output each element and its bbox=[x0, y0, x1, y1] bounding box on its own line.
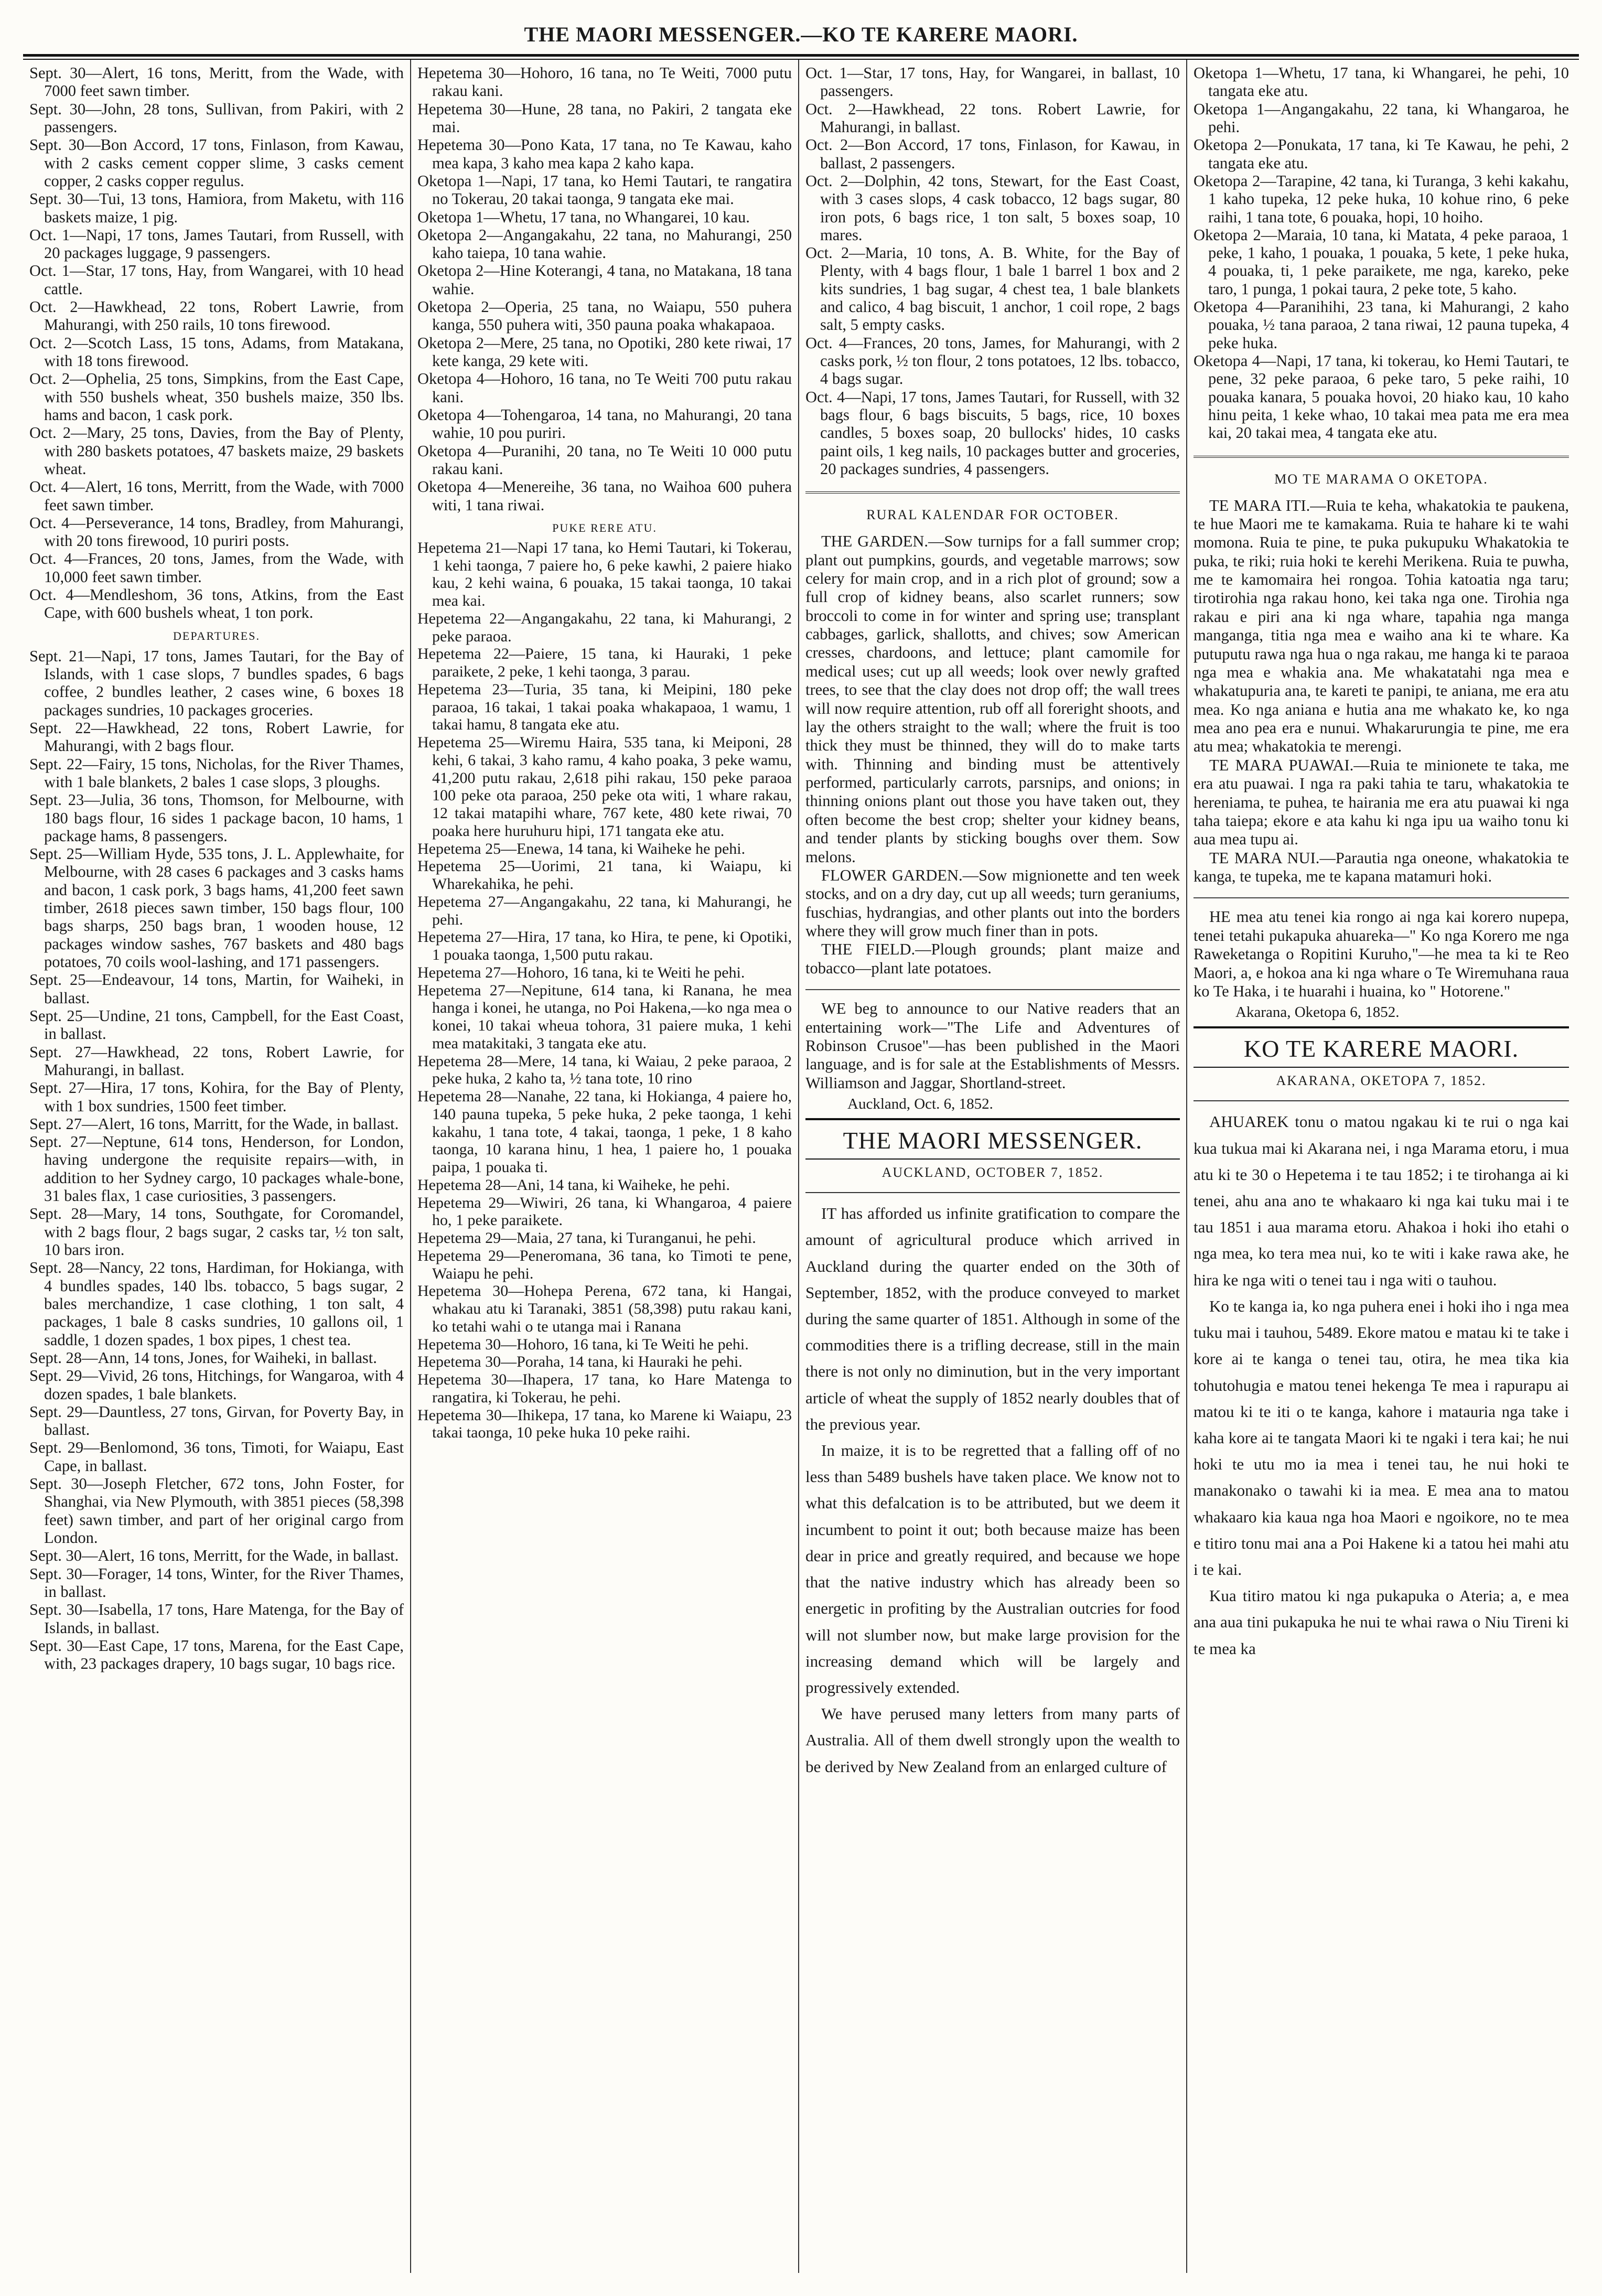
editorial-paragraph: In maize, it is to be regretted that a falling off of no less than 5489 bushels have taken place. We know not to what this defalcation is to be attributed, but we deem it incumbent to point it out; both because maize has been dear in price and greatly required, and because we hope that the native industry which has already been so energetic in profiting by the Australian outcries for food will not slumber now, but make large provision for the increasing demand which will be largely and progressively extended. bbox=[805, 1441, 1180, 1697]
shipping-entry: Oketopa 4—Hohoro, 16 tana, no Te Weiti 700 putu rakau kani. bbox=[417, 370, 792, 406]
shipping-entry: Sept. 25—Undine, 21 tons, Campbell, for the East Coast, in ballast. bbox=[29, 1006, 404, 1043]
shipping-entry: Oketopa 4—Tohengaroa, 14 tana, no Mahurangi, 20 tana wahie, 10 pou puriri. bbox=[417, 405, 792, 442]
shipping-entry: Oct. 4—Perseverance, 14 tons, Bradley, from Mahurangi, with 20 tons firewood, 10 puriri posts. bbox=[29, 513, 404, 550]
masthead-english: THE MAORI MESSENGER. bbox=[805, 1118, 1180, 1160]
marama-body bbox=[1194, 497, 1569, 886]
marama-paragraph: TE MARA PUAWAI.—Ruia te minionete te taka, me era atu puawai. I nga ra paki tahia te taru, whakatokia te hereniama, te puhea, te hairania me era atu puawai ki nga taha taiepa; ekore e ata kahu ki nga ipu ua waiho tonu ki aua mea tupu ai. bbox=[1194, 756, 1569, 849]
shipping-entry: Hepetema 25—Uorimi, 21 tana, ki Waiapu, ki Wharekahika, he pehi. bbox=[417, 857, 792, 893]
shipping-entry: Oketopa 1—Whetu, 17 tana, no Whangarei, 10 kau. bbox=[417, 208, 750, 226]
kalendar-heading: RURAL KALENDAR FOR OCTOBER. bbox=[866, 507, 1119, 523]
shipping-entry: Oct. 2—Hawkhead, 22 tons. Robert Lawrie, for Mahurangi, in ballast. bbox=[805, 100, 1180, 136]
section-rule bbox=[1194, 456, 1569, 460]
shipping-entry: Hepetema 27—Hohoro, 16 tana, ki te Weiti he pehi. bbox=[417, 963, 745, 981]
shipping-entry: Sept. 27—Hawkhead, 22 tons, Robert Lawrie, for Mahurangi, in ballast. bbox=[29, 1043, 404, 1079]
arrivals-list-maori bbox=[417, 64, 792, 514]
shipping-entry: Oct. 2—Bon Accord, 17 tons, Finlason, for Kawau, in ballast, 2 passengers. bbox=[805, 136, 1180, 172]
shipping-entry: Oct. 4—Alert, 16 tons, Merritt, from the Wade, with 7000 feet sawn timber. bbox=[29, 478, 404, 514]
dateline-maori: AKARANA, OKETOPA 7, 1852. bbox=[1194, 1073, 1569, 1101]
shipping-entry: Sept. 30—Alert, 16 tons, Merritt, for the Wade, in ballast. bbox=[29, 1547, 399, 1565]
shipping-entry: Hepetema 30—Ihikepa, 17 tana, ko Marene ki Waiapu, 23 takai taonga, 10 peke huka 10 peke raihi. bbox=[417, 1406, 792, 1442]
shipping-entry: Sept. 22—Hawkhead, 22 tons, Robert Lawrie, for Mahurangi, with 2 bags flour. bbox=[29, 718, 404, 755]
shipping-entry: Hepetema 30—Poraha, 14 tana, ki Hauraki he pehi. bbox=[417, 1353, 743, 1371]
shipping-entry: Hepetema 27—Hira, 17 tana, ko Hira, te pene, ki Opotiki, 1 pouaka taonga, 1,500 putu rakau. bbox=[417, 928, 792, 964]
shipping-entry: Oketopa 4—Paranihihi, 23 tana, ki Mahurangi, 2 kaho pouaka, ½ tana paraoa, 2 tana riwai, 12 pauna tupeka, 4 peke huka. bbox=[1194, 298, 1569, 352]
shipping-entry: Oct. 4—Mendleshom, 36 tons, Atkins, from the East Cape, with 600 bushels wheat, 1 ton pork. bbox=[29, 586, 404, 622]
editorial-maori bbox=[1194, 1109, 1569, 1662]
shipping-entry: Sept. 28—Mary, 14 tons, Southgate, for Coromandel, with 2 bags flour, 2 bags sugar, 2 casks tar, ½ ton salt, 10 bars iron. bbox=[29, 1205, 404, 1259]
shipping-entry: Sept. 30—Forager, 14 tons, Winter, for the River Thames, in ballast. bbox=[29, 1564, 404, 1601]
shipping-entry: Hepetema 29—Maia, 27 tana, ki Turanganui, he pehi. bbox=[417, 1229, 756, 1247]
departures-heading: DEPARTURES. bbox=[173, 629, 260, 642]
marama-heading: MO TE MARAMA O OKETOPA. bbox=[1274, 471, 1488, 487]
column-3 bbox=[799, 60, 1187, 2273]
header-rule bbox=[23, 54, 1579, 60]
columns bbox=[23, 60, 1579, 2273]
shipping-entry: Sept. 28—Nancy, 22 tons, Hardiman, for Hokianga, with 4 bundles spades, 140 lbs. tobacco, 5 bags sugar, 2 bales merchandize, 1 case clothing, 1 ton salt, 4 packages, 1 bale 8 casks sundries, 10 gallons oil, 1 saddle, 1 dozen spades, 1 box pipes, 1 chest tea. bbox=[29, 1259, 404, 1349]
shipping-entry: Oketopa 2—Tarapine, 42 tana, ki Turanga, 3 kehi kakahu, 1 kaho tupeka, 12 peke huka, 10 kohue rino, 6 peke raihi, 1 tana tote, 6 pouaka, hopi, 10 hoiho. bbox=[1194, 171, 1569, 226]
section-rule bbox=[805, 989, 1180, 990]
shipping-entry: Oketopa 2—Angangakahu, 22 tana, no Mahurangi, 250 kaho taiepa, 10 tana wahie. bbox=[417, 226, 792, 262]
notice-maori: HE mea atu tenei kia rongo ai nga kai korero nupepa, tenei tetahi pukapuka ahuareka—" Ko nga Korero me nga Raweketanga o Ropitini Kuruho,"—he mea ta ki te Reo Maori, a, e hokoa ana ki nga whare o Te Wiremuhana raua ko Te Haka, i te huarahi i huaina, ko " Hotorene." bbox=[1194, 908, 1569, 1000]
shipping-entry: Oct. 1—Napi, 17 tons, James Tautari, from Russell, with 20 packages luggage, 9 passengers. bbox=[29, 226, 404, 262]
shipping-entry: Oketopa 4—Puranihi, 20 tana, no Te Weiti 10 000 putu rakau kani. bbox=[417, 442, 792, 478]
shipping-entry: Sept. 25—William Hyde, 535 tons, J. L. Applewhaite, for Melbourne, with 28 cases 6 packages and 3 casks hams and bacon, 1 cask pork, 3 bags hams, 41,200 feet sawn timber, 2618 pieces sawn timber, 150 bags flour, 100 bags sharps, 250 bags bran, 1 wooden house, 12 packages window sashes, 767 baskets and 480 bags potatoes, 70 coils wool-lashing, and 171 passengers. bbox=[29, 845, 404, 971]
shipping-entry: Hepetema 25—Enewa, 14 tana, ki Waiheke he pehi. bbox=[417, 840, 746, 857]
section-rule bbox=[805, 491, 1180, 496]
shipping-entry: Oct. 2—Maria, 10 tons, A. B. White, for the Bay of Plenty, with 4 bags flour, 1 bale 1 barrel 1 box and 2 kits sundries, 1 bag sugar, 4 chest tea, 1 bale blankets and calico, 4 bag biscuit, 1 anchor, 1 coil rope, 2 bags salt, 5 empty casks. bbox=[805, 244, 1180, 334]
section-rule bbox=[1194, 897, 1569, 898]
shipping-entry: Oct. 1—Star, 17 tons, Hay, for Wangarei, in ballast, 10 passengers. bbox=[805, 64, 1180, 100]
shipping-entry: Hepetema 25—Wiremu Haira, 535 tana, ki Meiponi, 28 kehi, 6 takai, 3 kaho ramu, 4 kaho poaka, 3 peke wamu, 41,200 putu rakau, 2,618 pihi rakau, 150 peke paraoa 100 peke ota paraoa, 250 peke ota witi, 1 whare rakau, 12 takai matapihi whare, 767 kete, 480 kete riwai, 70 poaka here huruhuru hipi, 171 tangata eke atu. bbox=[417, 734, 792, 840]
departures-list-maori bbox=[417, 539, 792, 1442]
shipping-entry: Sept. 30—John, 28 tons, Sullivan, from Pakiri, with 2 passengers. bbox=[29, 100, 404, 136]
dateline-english: AUCKLAND, OCTOBER 7, 1852. bbox=[805, 1165, 1180, 1193]
shipping-entry: Hepetema 30—Ihapera, 17 tana, ko Hare Matenga to rangatira, ki Tokerau, he pehi. bbox=[417, 1371, 792, 1406]
shipping-entry: Sept. 29—Vivid, 26 tons, Hitchings, for Wangaroa, with 4 dozen spades, 1 bale blankets. bbox=[29, 1367, 404, 1403]
marama-paragraph: TE MARA NUI.—Parautia nga oneone, whakatokia te kanga, te tupeka, me te kapana matamuri hoki. bbox=[1194, 849, 1569, 886]
shipping-entry: Oketopa 2—Operia, 25 tana, no Waiapu, 550 puhera kanga, 550 puhera witi, 350 pauna poaka whakapaoa. bbox=[417, 298, 792, 334]
column-1 bbox=[23, 60, 411, 2273]
shipping-entry: Sept. 21—Napi, 17 tons, James Tautari, for the Bay of Islands, with 1 case slops, 7 bundles spades, 6 bags coffee, 2 bundles leather, 2 cases wine, 6 boxes 18 packages sundries, 10 packages groceries. bbox=[29, 647, 404, 719]
shipping-entry: Sept. 25—Endeavour, 14 tons, Martin, for Waiheki, in ballast. bbox=[29, 971, 404, 1007]
kalendar-paragraph: THE GARDEN.—Sow turnips for a fall summer crop; plant out pumpkins, gourds, and vegetable marrows; sow celery for main crop, and in a rich plot of ground; sow a full crop of kidney beans, also scarlet runners; sow broccoli to come in for winter and spring use; transplant cabbages, garlick, shallotts, and chives; sow American cresses, chardoons, and lettuce; plant camomile for medical uses; cut up all weeds; look over newly grafted trees, to see that the clay does not drop off; the wall trees will now require attention, rub off all foreright shoots, and lay the others straight to the wall; where the fruit is too thick they must be thinned, they will do to make tarts with. Thinning and binding must be attentively performed, particularly carrots, parsnips, and onions; in thinning onions plant out those you have taken out, they often become the best crop; shelter your kidney beans, and tender plants by sticking boughs over them. Sow melons. bbox=[805, 532, 1180, 866]
shipping-entry: Sept. 28—Ann, 14 tons, Jones, for Waiheki, in ballast. bbox=[29, 1348, 377, 1367]
notice-signoff: Auckland, Oct. 6, 1852. bbox=[847, 1096, 993, 1113]
shipping-entry: Oketopa 2—Mere, 25 tana, no Opotiki, 280 kete riwai, 17 kete kanga, 29 kete witi. bbox=[417, 334, 792, 370]
shipping-entry: Hepetema 28—Nanahe, 22 tana, ki Hokianga, 4 paiere ho, 140 pauna tupeka, 5 peke huka, 2 peke taonga, 1 kehi kakahu, 1 tana tote, 4 takai, taonga, 1 peke, 1 8 kaho taonga, 10 karana hinu, 1 hea, 1 paiere ho, 1 pouaka paipa, 1 pouaka ti. bbox=[417, 1088, 792, 1176]
notice-signoff-maori: Akarana, Oketopa 6, 1852. bbox=[1235, 1004, 1400, 1021]
editorial-paragraph: We have perused many letters from many parts of Australia. All of them dwell strongly upon the wealth to be derived by New Zealand from an enlarged culture of bbox=[805, 1704, 1180, 1776]
shipping-entry: Sept. 22—Fairy, 15 tons, Nicholas, for the River Thames, with 1 bale blankets, 2 bales 1 case slops, 3 ploughs. bbox=[29, 755, 404, 791]
shipping-entry: Hepetema 30—Hohoro, 16 tana, no Te Weiti, 7000 putu rakau kani. bbox=[417, 64, 792, 100]
shipping-entry: Oketopa 4—Napi, 17 tana, ki tokerau, ko Hemi Tautari, te pene, 32 peke paraoa, 6 peke taro, 5 peke raihi, 10 pouaka kanara, 5 pouaka hovoi, 20 hiako kau, 10 kaho hinu peita, 1 keke whao, 10 takai mea pata me era mea kai, 20 takai mea, 4 tangata eke atu. bbox=[1194, 352, 1569, 442]
kalendar-paragraph: FLOWER GARDEN.—Sow mignionette and ten week stocks, and on a dry day, cut up all weeds; turn geraniums, fuschias, hydrangias, and other plants out into the borders where they will grow much finer than in pots. bbox=[805, 866, 1180, 940]
shipping-entry: Sept. 30—Bon Accord, 17 tons, Finlason, from Kawau, with 2 casks cement copper slime, 3 casks cement copper, 2 casks copper regulus. bbox=[29, 136, 404, 190]
shipping-entry: Hepetema 29—Wiwiri, 26 tana, ki Whangaroa, 4 paiere ho, 1 peke paraikete. bbox=[417, 1194, 792, 1229]
shipping-entry: Oketopa 2—Ponukata, 17 tana, ki Te Kawau, he pehi, 2 tangata eke atu. bbox=[1194, 136, 1569, 172]
shipping-entry: Oct. 4—Napi, 17 tons, James Tautari, for Russell, with 32 bags flour, 6 bags biscuits, 5 bags, rice, 10 boxes candles, 5 boxes soap, 20 bullocks' hides, 10 casks paint oils, 1 keg nails, 10 packages butter and groceries, 20 packages sundries, 4 passengers. bbox=[805, 388, 1180, 478]
shipping-entry: Oct. 2—Hawkhead, 22 tons, Robert Lawrie, from Mahurangi, with 250 rails, 10 tons firewood. bbox=[29, 298, 404, 334]
shipping-entry: Oct. 1—Star, 17 tons, Hay, from Wangarei, with 10 head cattle. bbox=[29, 262, 404, 298]
shipping-entry: Hepetema 23—Turia, 35 tana, ki Meipini, 180 peke paraoa, 16 takai, 1 takai poaka whakapaoa, 1 wamu, 1 takai hamu, 8 tangata eke atu. bbox=[417, 680, 792, 734]
shipping-entry: Oct. 4—Frances, 20 tons, James, for Mahurangi, with 2 casks pork, ½ ton flour, 2 tons potatoes, 12 lbs. tobacco, 4 bags sugar. bbox=[805, 334, 1180, 388]
notice-english: WE beg to announce to our Native readers that an entertaining work—"The Life and Adventures of Robinson Crusoe"—has been published in the Maori language, and is for sale at the Establishments of Messrs. Williamson and Jaggar, Shortland-street. bbox=[805, 1000, 1180, 1092]
editorial-paragraph: Ko te kanga ia, ko nga puhera enei i hoki iho i nga mea tuku mai i tauhou, 5489. Ekore matou e matau ki te take i kore ai te kanga o tenei tau, otira, he mea tika kia tohutohugia e matou tenei hekenga Te mea i rapurapu ai matou ki te iti o te kanga, kahore i matauria nga take i kaha kore ai te tangata Maori ki te ngaki i tera kai; he nui hoki te utu mo ia mea i tenei tau, he nui hoki te manakonako o tawahi ki ia mea. E mea ana to matou whakaaro kia kaua nga hoa Maori e ngoikore, no te mea e titiro tonu mai ana a Poi Hakene ki a tatou hei mahi atu i te kai. bbox=[1194, 1296, 1569, 1579]
shipping-entry: Hepetema 28—Mere, 14 tana, ki Waiau, 2 peke paraoa, 2 peke huka, 2 kaho ta, ½ tana tote, 10 rino bbox=[417, 1052, 792, 1088]
shipping-entry: Hepetema 27—Nepitune, 614 tana, ki Ranana, he mea hanga i konei, he utanga, no Poi Hakena,—ko nga mea o konei, 10 takai wheua tohora, 31 paiere muka, 1 kehi mea matakitaki, 3 tangata eke atu. bbox=[417, 981, 792, 1052]
editorial-paragraph: IT has afforded us infinite gratification to compare the amount of agricultural produce which arrived in Auckland during the quarter ended on the 30th of September, 1852, with the produce conveyed to market during the same quarter of 1851. Although in some of the commodities there is a trifling decrease, still in the main there is not only no diminution, but in the very important article of wheat the supply of 1852 nearly doubles that of the previous year. bbox=[805, 1204, 1180, 1433]
arrivals-list-english bbox=[29, 64, 404, 622]
shipping-entry: Oketopa 2—Maraia, 10 tana, ki Matata, 4 peke paraoa, 1 peke, 1 kaho, 1 pouaka, 1 pouaka, 5 kete, 1 peke huka, 4 pouaka, ti, 1 peke paraikete, me nga, kareko, peke taro, 1 punga, 1 pokai taura, 2 peke tote, 5 kaho. bbox=[1194, 226, 1569, 298]
shipping-entry: Hepetema 30—Hohepa Perena, 672 tana, ki Hangai, whakau atu ki Taranaki, 3851 (58,398) putu rakau kani, ko tetahi wahi o te utanga mai i Ranana bbox=[417, 1282, 792, 1335]
shipping-entry: Sept. 30—Joseph Fletcher, 672 tons, John Foster, for Shanghai, via New Plymouth, with 3851 pieces (58,398 feet) sawn timber, and part of her original cargo from London. bbox=[29, 1475, 404, 1547]
shipping-entry: Hepetema 29—Peneromana, 36 tana, ko Timoti te pene, Waiapu he pehi. bbox=[417, 1247, 792, 1282]
departures-cont-english bbox=[805, 64, 1180, 478]
editorial-paragraph: AHUAREK tonu o matou ngakau ki te rui o nga kai kua tukua mai ki Akarana nei, i nga Marama etoru, i mua atu ki te 30 o Hepetema i te tau 1852; i te tirohanga ai ki tenei, ahu ana ano te whakaaro ki nga kai tuku mai i te tau 1851 i aua marama etoru. Ahakoa i hoki iho etahi o nga mea, ko tera mea nui, ko te witi i kake rawa ake, he hira ke nga witi o tenei tau i nga witi o tauhou. bbox=[1194, 1112, 1569, 1289]
column-4 bbox=[1187, 60, 1575, 2273]
shipping-entry: Oketopa 1—Napi, 17 tana, ko Hemi Tautari, te rangatira no Tokerau, 20 takai taonga, 9 tangata eke mai. bbox=[417, 171, 792, 208]
shipping-entry: Sept. 30—Isabella, 17 tons, Hare Matenga, for the Bay of Islands, in ballast. bbox=[29, 1601, 404, 1637]
shipping-entry: Hepetema 28—Ani, 14 tana, ki Waiheke, he pehi. bbox=[417, 1176, 730, 1194]
shipping-entry: Hepetema 30—Hohoro, 16 tana, ki Te Weiti he pehi. bbox=[417, 1335, 749, 1353]
shipping-entry: Oct. 4—Frances, 20 tons, James, from the Wade, with 10,000 feet sawn timber. bbox=[29, 550, 404, 586]
shipping-entry: Oct. 2—Mary, 25 tons, Davies, from the Bay of Plenty, with 280 baskets potatoes, 47 baskets maize, 29 baskets wheat. bbox=[29, 424, 404, 478]
shipping-entry: Oct. 2—Scotch Lass, 15 tons, Adams, from Matakana, with 18 tons firewood. bbox=[29, 334, 404, 370]
masthead-maori: KO TE KARERE MAORI. bbox=[1194, 1026, 1569, 1068]
marama-paragraph: TE MARA ITI.—Ruia te keha, whakatokia te paukena, te hue Maori me te kamakama. Ruia te hahare ki te wahi momona. Ruia te pine, te puka pukupuku Whakatokia te puka, te riki; ruia hoki te kerehi Merikena. Ruia te puwha, me te kamomaira hei rongoa. Tohia katoatia nga taru; tirotirohia nga rakau hono, kei taka nga one. Tirohia nga rakau e piri ana ki nga whare, tapahia nga manga manganga, titia nga mea e waiho ana ki te whare. Ka putuputu rawa nga hua o nga rakau, me hanga ki te paraoa nga mea e whakia ana. Me whakatatahi nga mea e whakatupuria ana, te kareti te panipi, te aniana, me era atu mea. Ko nga aniana e hutia ana me whakato ke, ko nga mea ano pea era e nunui. Whakarurungia te pine, me era atu mea; whakatokia te merengi. bbox=[1194, 496, 1569, 756]
shipping-entry: Oketopa 1—Whetu, 17 tana, ki Whangarei, he pehi, 10 tangata eke atu. bbox=[1194, 64, 1569, 100]
shipping-entry: Hepetema 21—Napi 17 tana, ko Hemi Tautari, ki Tokerau, 1 kehi taonga, 7 paiere ho, 6 peke kawhi, 2 paiere hiako kau, 2 kehi waina, 6 pouaka, 15 takai taonga, 10 takai mea kai. bbox=[417, 539, 792, 610]
shipping-entry: Oketopa 2—Hine Koterangi, 4 tana, no Matakana, 18 tana wahie. bbox=[417, 262, 792, 298]
shipping-entry: Sept. 29—Dauntless, 27 tons, Girvan, for Poverty Bay, in ballast. bbox=[29, 1402, 404, 1439]
shipping-entry: Sept. 30—Tui, 13 tons, Hamiora, from Maketu, with 116 baskets maize, 1 pig. bbox=[29, 190, 404, 226]
shipping-entry: Hepetema 27—Angangakahu, 22 tana, ki Mahurangi, he pehi. bbox=[417, 893, 792, 928]
shipping-entry: Oct. 2—Ophelia, 25 tons, Simpkins, from the East Cape, with 550 bushels wheat, 350 bushels maize, 350 lbs. hams and bacon, 1 cask pork. bbox=[29, 370, 404, 424]
shipping-entry: Sept. 27—Neptune, 614 tons, Henderson, for London, having undergone the requisite repairs—with, in addition to her Sydney cargo, 10 packages whale-bone, 31 bales flax, 1 case curiosities, 3 passengers. bbox=[29, 1133, 404, 1205]
departures-cont-maori bbox=[1194, 64, 1569, 442]
shipping-entry: Sept. 27—Hira, 17 tons, Kohira, for the Bay of Plenty, with 1 box sundries, 1500 feet timber. bbox=[29, 1079, 404, 1115]
column-2 bbox=[411, 60, 799, 2273]
shipping-entry: Oct. 2—Dolphin, 42 tons, Stewart, for the East Coast, with 3 cases slops, 4 cask tobacco, 12 bags sugar, 80 iron pots, 6 bags rice, 1 ton salt, 5 boxes soap, 10 mares. bbox=[805, 171, 1180, 244]
shipping-entry: Hepetema 22—Angangakahu, 22 tana, ki Mahurangi, 2 peke paraoa. bbox=[417, 609, 792, 645]
shipping-entry: Sept. 30—Alert, 16 tons, Meritt, from the Wade, with 7000 feet sawn timber. bbox=[29, 64, 404, 100]
departures-list-english bbox=[29, 647, 404, 1673]
shipping-entry: Sept. 23—Julia, 36 tons, Thomson, for Melbourne, with 180 bags flour, 16 sides 1 package bacon, 10 hams, 1 package hams, 8 passengers. bbox=[29, 791, 404, 845]
shipping-entry: Hepetema 22—Paiere, 15 tana, ki Hauraki, 1 peke paraikete, 2 peke, 1 kehi taonga, 3 parau. bbox=[417, 645, 792, 681]
shipping-entry: Sept. 29—Benlomond, 36 tons, Timoti, for Waiapu, East Cape, in ballast. bbox=[29, 1439, 404, 1475]
shipping-entry: Oketopa 1—Angangakahu, 22 tana, ki Whangaroa, he pehi. bbox=[1194, 100, 1569, 136]
kalendar-body bbox=[805, 532, 1180, 978]
shipping-entry: Sept. 30—East Cape, 17 tons, Marena, for the East Cape, with, 23 packages drapery, 10 bags sugar, 10 bags rice. bbox=[29, 1636, 404, 1673]
editorial-english bbox=[805, 1200, 1180, 1780]
shipping-entry: Oketopa 4—Menereihe, 36 tana, no Waihoa 600 puhera witi, 1 tana riwai. bbox=[417, 478, 792, 514]
kalendar-paragraph: THE FIELD.—Plough grounds; plant maize and tobacco—plant late potatoes. bbox=[805, 940, 1180, 977]
departures-heading-maori: PUKE RERE ATU. bbox=[552, 521, 657, 534]
shipping-entry: Sept. 27—Alert, 16 tons, Marritt, for the Wade, in ballast. bbox=[29, 1114, 399, 1133]
shipping-entry: Hepetema 30—Hune, 28 tana, no Pakiri, 2 tangata eke mai. bbox=[417, 100, 792, 136]
editorial-paragraph: Kua titiro matou ki nga pukapuka o Ateria; a, e mea ana aua tini pukapuka he nui te whai rawa o Niu Tireni ki te mea ka bbox=[1194, 1586, 1569, 1658]
shipping-entry: Hepetema 30—Pono Kata, 17 tana, no Te Kawau, kaho mea kapa, 3 kaho mea kapa 2 kaho kapa. bbox=[417, 136, 792, 172]
page-header: THE MAORI MESSENGER.—KO TE KARERE MAORI. bbox=[524, 23, 1078, 46]
